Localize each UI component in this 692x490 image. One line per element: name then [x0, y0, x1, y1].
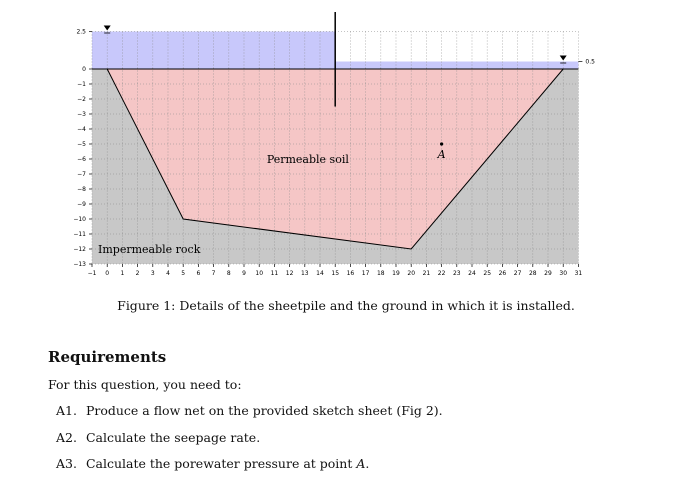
x-tick-label: 31 — [574, 270, 583, 277]
x-tick-label: 29 — [544, 270, 552, 277]
x-tick-label: 17 — [361, 270, 370, 277]
x-tick-label: −1 — [87, 270, 97, 277]
x-tick-label: 0 — [105, 270, 110, 277]
x-tick-label: 8 — [226, 270, 231, 277]
x-tick-label: 27 — [513, 270, 522, 277]
requirement-text: Calculate the seepage rate. — [85, 429, 261, 445]
requirements-heading: Requirements — [48, 348, 167, 366]
x-tick-label: 18 — [376, 270, 385, 277]
point-a-marker — [440, 142, 443, 145]
y-tick-label: −9 — [77, 201, 86, 208]
requirement-label: A2. — [56, 429, 77, 445]
x-tick-label: 20 — [407, 270, 416, 277]
x-tick-label: 24 — [468, 270, 476, 277]
x-tick-label: 16 — [346, 270, 355, 277]
downstream-level-label: 0.5 — [585, 58, 595, 66]
requirement-label: A3. — [56, 456, 77, 471]
y-tick-label: −2 — [77, 96, 86, 103]
x-tick-label: 11 — [270, 270, 279, 277]
x-tick-label: 23 — [452, 270, 461, 277]
requirement-text: Calculate the porewater pressure at point — [85, 456, 357, 471]
y-tick-label: −1 — [77, 81, 86, 88]
y-tick-label: −4 — [77, 126, 86, 133]
y-tick-label: 0 — [82, 66, 86, 73]
x-tick-label: 14 — [316, 270, 324, 277]
x-tick-label: 26 — [498, 270, 507, 277]
x-tick-label: 5 — [181, 270, 186, 277]
requirement-text: Produce a flow net on the provided sketch sheet (Fig 2). — [85, 403, 443, 418]
requirements-intro: For this question, you need to: — [48, 377, 242, 392]
requirement-item — [56, 456, 443, 483]
y-tick-label: −7 — [77, 171, 86, 178]
requirement-item — [56, 403, 443, 430]
impermeable-rock-label: Impermeable rock — [98, 243, 201, 256]
x-tick-label: 19 — [392, 270, 400, 277]
x-tick-label: 9 — [242, 270, 246, 277]
requirement-suffix: . — [365, 456, 370, 471]
x-tick-label: 10 — [255, 270, 264, 277]
water-level-marker-icon — [104, 26, 111, 31]
y-tick-label: 2.5 — [76, 28, 86, 36]
point-a-label: A — [437, 148, 446, 161]
water-level-marker-icon — [560, 56, 567, 61]
y-tick-label: −5 — [77, 141, 86, 148]
y-tick-label: −8 — [77, 186, 86, 193]
requirement-label: A1. — [56, 403, 77, 418]
figure-caption: Figure 1: Details of the sheetpile and the ground in which it is installed. — [117, 298, 575, 313]
y-tick-label: −11 — [73, 231, 86, 238]
x-tick-label: 4 — [166, 270, 170, 277]
x-tick-label: 21 — [422, 270, 431, 277]
requirement-variable: A — [356, 456, 366, 471]
x-tick-label: 12 — [285, 270, 294, 277]
y-tick-label: −6 — [77, 156, 86, 163]
x-tick-label: 2 — [135, 270, 140, 277]
x-tick-label: 3 — [150, 270, 155, 277]
permeable-soil-label: Permeable soil — [266, 153, 349, 166]
x-tick-label: 6 — [196, 270, 201, 277]
y-tick-label: −12 — [73, 246, 86, 253]
requirements-list — [56, 403, 443, 483]
y-tick-label: −13 — [73, 261, 86, 268]
y-tick-label: −10 — [73, 216, 86, 223]
x-tick-label: 15 — [331, 270, 340, 277]
x-tick-label: 22 — [437, 270, 446, 277]
x-tick-label: 25 — [483, 270, 492, 277]
x-tick-label: 30 — [559, 270, 568, 277]
x-tick-label: 7 — [211, 270, 216, 277]
x-tick-label: 13 — [300, 270, 309, 277]
x-tick-label: 28 — [528, 270, 537, 277]
y-tick-label: −3 — [77, 111, 86, 118]
requirement-item — [56, 430, 443, 457]
x-tick-label: 1 — [120, 270, 125, 277]
